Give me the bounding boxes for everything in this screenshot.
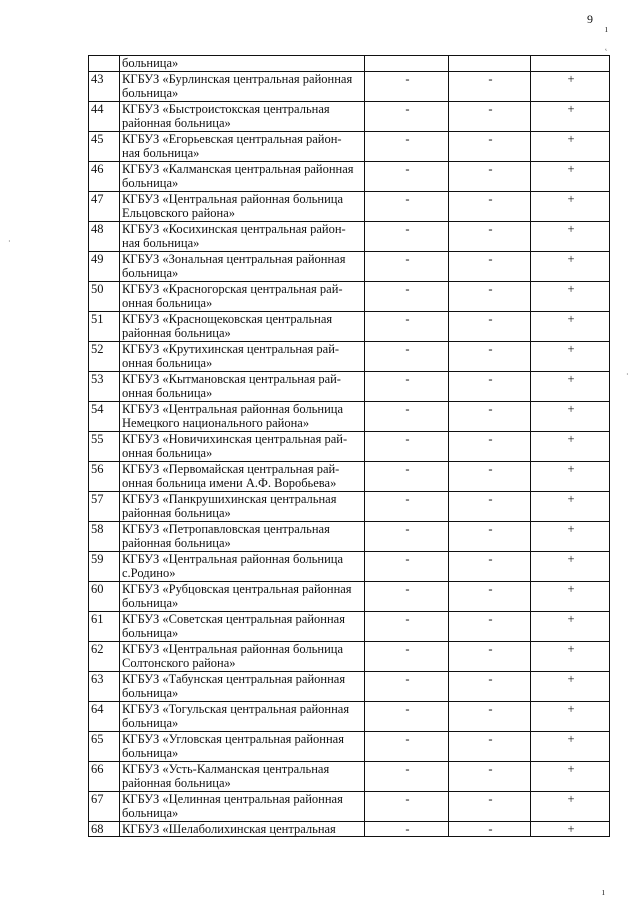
row-number: 51 (89, 311, 120, 341)
table-row (89, 191, 610, 221)
mark-col-2: - (449, 461, 531, 491)
row-number: 66 (89, 761, 120, 791)
row-number: 62 (89, 641, 120, 671)
institution-name: КГБУЗ «Центральная районная больница Немецкого национального района» (120, 401, 365, 431)
mark-col-1: - (365, 491, 449, 521)
mark-col-3: + (531, 431, 610, 461)
mark-col-1: - (365, 611, 449, 641)
institution-name: КГБУЗ «Первомайская центральная рай- онная больница имени А.Ф. Воробьева» (120, 461, 365, 491)
table-body (89, 56, 610, 837)
institution-name: КГБУЗ «Калманская центральная районная больница» (120, 161, 365, 191)
institution-name: КГБУЗ «Краснощековская центральная районная больница» (120, 311, 365, 341)
table-row (89, 161, 610, 191)
mark-col-2: - (449, 731, 531, 761)
table-row (89, 791, 610, 821)
table-row (89, 761, 610, 791)
table-row (89, 281, 610, 311)
mark-col-1: - (365, 431, 449, 461)
row-number: 65 (89, 731, 120, 761)
institution-name: КГБУЗ «Кытмановская центральная рай- онная больница» (120, 371, 365, 401)
institution-name: КГБУЗ «Тогульская центральная районная больница» (120, 701, 365, 731)
mark-col-1: - (365, 521, 449, 551)
row-number: 68 (89, 821, 120, 837)
mark-col-1: - (365, 221, 449, 251)
row-number: 50 (89, 281, 120, 311)
institution-name: КГБУЗ «Панкрушихинская центральная районная больница» (120, 491, 365, 521)
mark-col-1: - (365, 761, 449, 791)
mark-col-3: + (531, 71, 610, 101)
mark-col-1: - (365, 671, 449, 701)
mark-col-1: - (365, 821, 449, 837)
mark-col-2: - (449, 671, 531, 701)
row-number: 52 (89, 341, 120, 371)
table-row (89, 101, 610, 131)
mark-col-2: - (449, 281, 531, 311)
mark-col-1: - (365, 131, 449, 161)
table-row (89, 56, 610, 72)
table-row (89, 461, 610, 491)
institution-name: КГБУЗ «Рубцовская центральная районная больница» (120, 581, 365, 611)
table-row (89, 71, 610, 101)
institution-name: КГБУЗ «Центральная районная больница Ельцовского района» (120, 191, 365, 221)
row-number: 63 (89, 671, 120, 701)
row-number: 61 (89, 611, 120, 641)
mark-col-2: - (449, 251, 531, 281)
mark-col-3: + (531, 701, 610, 731)
table-row (89, 251, 610, 281)
mark-col-2: - (449, 611, 531, 641)
institution-name: КГБУЗ «Бурлинская центральная районная больница» (120, 71, 365, 101)
mark-col-2: - (449, 551, 531, 581)
mark-col-1: - (365, 401, 449, 431)
institution-name: КГБУЗ «Табунская центральная районная больница» (120, 671, 365, 701)
mark-col-1: - (365, 71, 449, 101)
mark-col-1: - (365, 701, 449, 731)
page-number: 9 (587, 12, 593, 26)
mark-col-3: + (531, 401, 610, 431)
mark-col-3: + (531, 671, 610, 701)
table-row (89, 401, 610, 431)
row-number: 43 (89, 71, 120, 101)
mark-col-1: - (365, 161, 449, 191)
institution-name: КГБУЗ «Целинная центральная районная больница» (120, 791, 365, 821)
mark-col-3: + (531, 761, 610, 791)
institution-name: КГБУЗ «Советская центральная районная больница» (120, 611, 365, 641)
institution-name: КГБУЗ «Центральная районная больница Солтонского района» (120, 641, 365, 671)
mark-col-3: + (531, 491, 610, 521)
mark-col-3: + (531, 551, 610, 581)
mark-col-1: - (365, 791, 449, 821)
institution-name: КГБУЗ «Крутихинская центральная рай- онная больница» (120, 341, 365, 371)
institution-name: КГБУЗ «Угловская центральная районная больница» (120, 731, 365, 761)
institution-name: КГБУЗ «Усть-Калманская центральная районная больница» (120, 761, 365, 791)
table-row (89, 431, 610, 461)
hospital-table (88, 55, 610, 837)
table-row (89, 131, 610, 161)
table-row (89, 371, 610, 401)
mark-col-2: - (449, 131, 531, 161)
table-row (89, 521, 610, 551)
mark-col-1: - (365, 191, 449, 221)
mark-col-2: - (449, 101, 531, 131)
row-number: 53 (89, 371, 120, 401)
row-number: 44 (89, 101, 120, 131)
mark-col-2: - (449, 761, 531, 791)
row-number: 45 (89, 131, 120, 161)
mark-col-3: + (531, 611, 610, 641)
institution-name: больница» (120, 56, 365, 72)
table-row (89, 671, 610, 701)
scan-mark: ı (605, 24, 608, 35)
mark-col-3: + (531, 131, 610, 161)
table-row (89, 581, 610, 611)
table-row (89, 551, 610, 581)
mark-col-1: - (365, 731, 449, 761)
institution-name: КГБУЗ «Егорьевская центральная район- ная больница» (120, 131, 365, 161)
mark-col-2: - (449, 521, 531, 551)
mark-col-2: - (449, 401, 531, 431)
table-row (89, 701, 610, 731)
table-row (89, 341, 610, 371)
mark-col-2: - (449, 701, 531, 731)
mark-col-1: - (365, 371, 449, 401)
row-number: 57 (89, 491, 120, 521)
table-row (89, 221, 610, 251)
institution-name: КГБУЗ «Шелаболихинская центральная (120, 821, 365, 837)
table-row (89, 491, 610, 521)
mark-col-3: + (531, 581, 610, 611)
mark-col-3 (531, 56, 610, 72)
institution-name: КГБУЗ «Петропавловская центральная районная больница» (120, 521, 365, 551)
mark-col-3: + (531, 341, 610, 371)
mark-col-1: - (365, 251, 449, 281)
mark-col-2: - (449, 161, 531, 191)
row-number: 47 (89, 191, 120, 221)
table-row (89, 311, 610, 341)
mark-col-3: + (531, 521, 610, 551)
mark-col-2: - (449, 641, 531, 671)
row-number: 56 (89, 461, 120, 491)
row-number: 64 (89, 701, 120, 731)
scan-mark: · (626, 370, 629, 379)
institution-name: КГБУЗ «Быстроистокская центральная районная больница» (120, 101, 365, 131)
row-number: 58 (89, 521, 120, 551)
mark-col-2: - (449, 191, 531, 221)
mark-col-3: + (531, 821, 610, 837)
mark-col-1: - (365, 281, 449, 311)
mark-col-3: + (531, 191, 610, 221)
table-row (89, 611, 610, 641)
row-number: 59 (89, 551, 120, 581)
mark-col-2: - (449, 491, 531, 521)
mark-col-3: + (531, 281, 610, 311)
scan-mark: ı (602, 887, 605, 898)
mark-col-1: - (365, 641, 449, 671)
mark-col-1: - (365, 341, 449, 371)
mark-col-3: + (531, 161, 610, 191)
institution-name: КГБУЗ «Новичихинская центральная рай- онная больница» (120, 431, 365, 461)
row-number: 46 (89, 161, 120, 191)
table-row (89, 821, 610, 837)
scan-mark: ˛ (605, 42, 608, 51)
row-number (89, 56, 120, 72)
institution-name: КГБУЗ «Косихинская центральная район- ная больница» (120, 221, 365, 251)
mark-col-3: + (531, 791, 610, 821)
mark-col-2: - (449, 371, 531, 401)
scan-mark: · (8, 237, 11, 246)
mark-col-1: - (365, 101, 449, 131)
mark-col-2: - (449, 581, 531, 611)
mark-col-3: + (531, 221, 610, 251)
mark-col-1 (365, 56, 449, 72)
mark-col-3: + (531, 731, 610, 761)
mark-col-1: - (365, 461, 449, 491)
table-row (89, 731, 610, 761)
mark-col-3: + (531, 251, 610, 281)
mark-col-2: - (449, 71, 531, 101)
mark-col-3: + (531, 311, 610, 341)
row-number: 49 (89, 251, 120, 281)
mark-col-2: - (449, 341, 531, 371)
mark-col-2: - (449, 311, 531, 341)
mark-col-3: + (531, 371, 610, 401)
mark-col-1: - (365, 581, 449, 611)
row-number: 67 (89, 791, 120, 821)
mark-col-2: - (449, 791, 531, 821)
mark-col-2: - (449, 221, 531, 251)
mark-col-2 (449, 56, 531, 72)
mark-col-1: - (365, 551, 449, 581)
mark-col-2: - (449, 431, 531, 461)
mark-col-3: + (531, 461, 610, 491)
mark-col-1: - (365, 311, 449, 341)
row-number: 48 (89, 221, 120, 251)
institution-name: КГБУЗ «Зональная центральная районная больница» (120, 251, 365, 281)
row-number: 54 (89, 401, 120, 431)
row-number: 60 (89, 581, 120, 611)
mark-col-3: + (531, 641, 610, 671)
institution-name: КГБУЗ «Центральная районная больница с.Родино» (120, 551, 365, 581)
mark-col-2: - (449, 821, 531, 837)
institution-name: КГБУЗ «Красногорская центральная рай- онная больница» (120, 281, 365, 311)
row-number: 55 (89, 431, 120, 461)
table-row (89, 641, 610, 671)
mark-col-3: + (531, 101, 610, 131)
